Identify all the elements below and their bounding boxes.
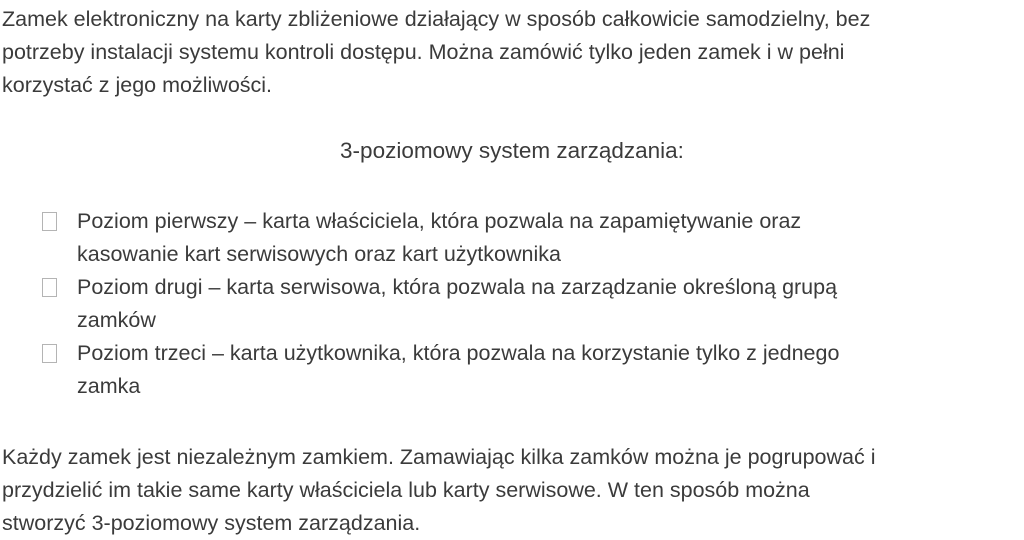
- bullet-3-line-2: zamka: [77, 374, 141, 398]
- intro-paragraph: [2, 3, 1022, 102]
- section-heading: 3-poziomowy system zarządzania:: [340, 138, 684, 163]
- intro-line-3: korzystać z jego możliwości.: [2, 73, 273, 97]
- bullet-item-level-2: [2, 271, 1022, 337]
- empty-box-bullet-icon: [42, 344, 57, 363]
- outro-line-3: stworzyć 3-poziomowy system zarządzania.: [2, 511, 421, 535]
- empty-box-bullet-icon: [42, 212, 57, 231]
- bullet-text: [77, 337, 839, 403]
- outro-line-1: Każdy zamek jest niezależnym zamkiem. Zamawiając kilka zamków można je pogrupować i: [2, 445, 876, 469]
- bullet-1-line-1: Poziom pierwszy – karta właściciela, która pozwala na zapamiętywanie oraz: [77, 209, 802, 233]
- intro-line-1: Zamek elektroniczny na karty zbliżeniowe działający w sposób całkowicie samodzielny, bez: [2, 7, 871, 31]
- bullet-item-level-1: [2, 205, 1022, 271]
- outro-paragraph: [2, 441, 1022, 540]
- bullet-text: [77, 271, 837, 337]
- bullet-3-line-1: Poziom trzeci – karta użytkownika, która pozwala na korzystanie tylko z jednego: [77, 341, 840, 365]
- bullet-text: [77, 205, 801, 271]
- bullet-item-level-3: [2, 337, 1022, 403]
- intro-line-2: potrzeby instalacji systemu kontroli dostępu. Można zamówić tylko jeden zamek i w pełni: [2, 40, 845, 64]
- bullet-1-line-2: kasowanie kart serwisowych oraz kart użytkownika: [77, 242, 561, 266]
- outro-line-2: przydzielić im takie same karty właściciela lub karty serwisowe. W ten sposób można: [2, 478, 810, 502]
- empty-box-bullet-icon: [42, 278, 57, 297]
- bullet-2-line-1: Poziom drugi – karta serwisowa, która pozwala na zarządzanie określoną grupą: [77, 275, 838, 299]
- bullet-2-line-2: zamków: [77, 308, 156, 332]
- bullet-list: [2, 205, 1022, 403]
